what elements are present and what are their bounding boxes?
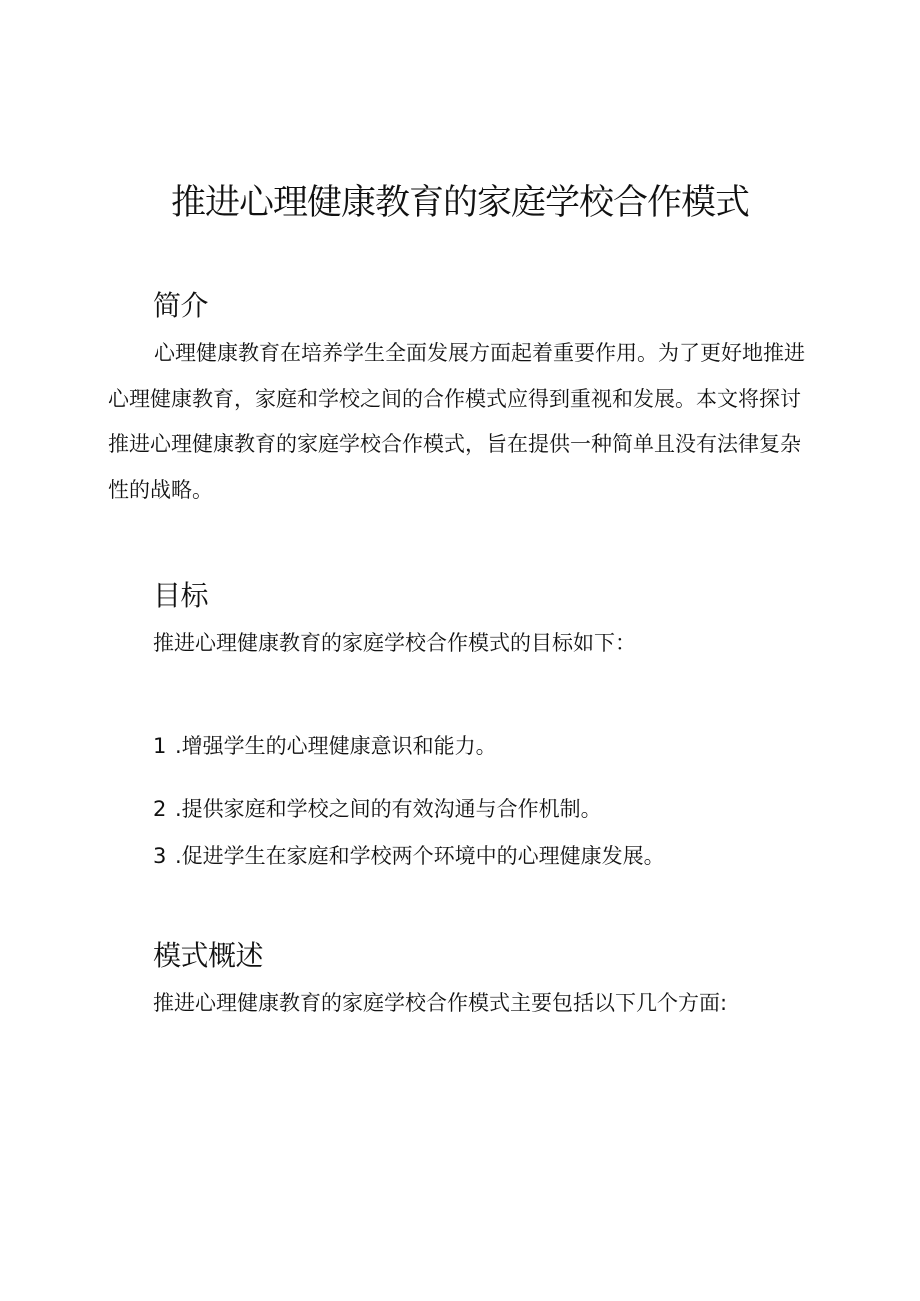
goal-text: .提供家庭和学校之间的有效沟通与合作机制。 [175, 797, 602, 821]
intro-paragraph [108, 331, 822, 513]
intro-line: 心理健康教育，家庭和学校之间的合作模式应得到重视和发展。本文将探讨 [108, 386, 801, 411]
section-heading-intro: 简介 [153, 289, 209, 322]
section-heading-goals: 目标 [153, 579, 209, 612]
intro-line: 心理健康教育在培养学生全面发展方面起着重要作用。为了更好地推进 [154, 341, 805, 365]
overview-intro-text: 推进心理健康教育的家庭学校合作模式主要包括以下几个方面: [153, 991, 728, 1015]
goal-list-item [153, 840, 665, 870]
document-title: 推进心理健康教育的家庭学校合作模式 [170, 183, 749, 223]
goal-text: .促进学生在家庭和学校两个环境中的心理健康发展。 [175, 844, 665, 868]
goal-list-item [153, 730, 497, 760]
intro-line: 推进心理健康教育的家庭学校合作模式，旨在提供一种简单且没有法律复杂 [108, 432, 801, 456]
goal-number: 2 [153, 797, 167, 821]
goal-list-item [153, 793, 602, 823]
goal-number: 3 [153, 844, 167, 868]
section-heading-overview: 模式概述 [153, 939, 264, 972]
goal-text: .增强学生的心理健康意识和能力。 [175, 734, 497, 758]
intro-line: 性的战略。 [108, 477, 213, 502]
goals-intro-text: 推进心理健康教育的家庭学校合作模式的目标如下： [153, 631, 636, 655]
goal-number: 1 [153, 734, 167, 758]
